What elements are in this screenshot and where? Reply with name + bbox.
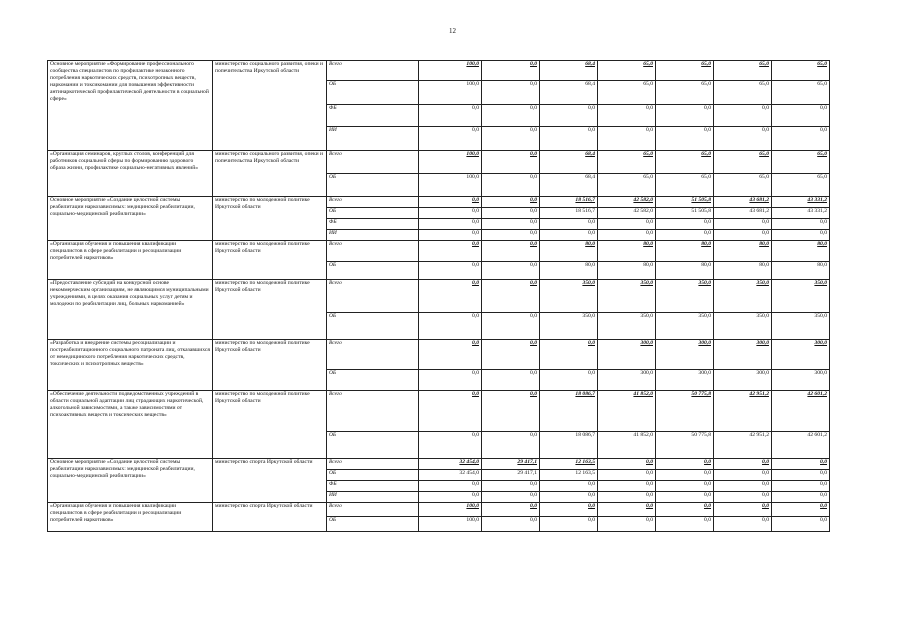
amount-cell: 350,0 [714,280,772,313]
amount-cell: 350,0 [772,313,830,340]
amount-cell: 0,0 [540,340,598,370]
amount-cell: 68,4 [540,174,598,197]
amount-cell: 32 454,0 [419,459,482,470]
funding-source: ОБ [327,470,419,481]
amount-cell: 0,0 [656,481,714,492]
funding-source: Всего [327,197,419,208]
amount-cell: 0,0 [419,219,482,230]
amount-cell: 0,0 [656,105,714,127]
funding-source: Всего [327,459,419,470]
amount-cell: 0,0 [656,459,714,470]
amount-cell: 65,0 [656,61,714,81]
amount-cell: 80,0 [714,241,772,262]
amount-cell: 0,0 [714,127,772,151]
amount-cell: 0,0 [540,105,598,127]
funding-source: ФБ [327,219,419,230]
amount-cell: 0,0 [598,230,656,241]
amount-cell: 0,0 [598,517,656,532]
amount-cell: 100,0 [419,81,482,105]
amount-cell: 43 331,2 [772,208,830,219]
amount-cell: 0,0 [482,151,540,174]
amount-cell: 68,4 [540,61,598,81]
responsible-org: министерство спорта Иркутской области [213,459,327,503]
amount-cell: 0,0 [482,492,540,503]
amount-cell: 80,0 [772,262,830,280]
table-row [48,280,830,313]
amount-cell: 0,0 [714,481,772,492]
funding-source: ОБ [327,432,419,459]
amount-cell: 0,0 [656,230,714,241]
activity-name: «Организация обучения и повышения квалификации специалистов в сфере реабилитации и ресоциализации потребителей наркотиков» [48,503,213,532]
table-row [48,151,830,174]
amount-cell: 0,0 [419,492,482,503]
funding-source: Всего [327,503,419,517]
amount-cell: 100,0 [419,151,482,174]
activity-name: «Разработка и внедрение системы ресоциализации и постреабилитационного социального патроната лиц, отказавшихся от немедицинского потребления наркотических средств, токсических и психотропных веществ» [48,340,213,391]
funding-source: ФБ [327,105,419,127]
amount-cell: 0,0 [482,105,540,127]
amount-cell: 0,0 [656,470,714,481]
amount-cell: 0,0 [482,81,540,105]
amount-cell: 80,0 [540,241,598,262]
amount-cell: 12 163,5 [540,459,598,470]
amount-cell: 41 852,0 [598,391,656,432]
amount-cell: 65,0 [598,151,656,174]
amount-cell: 0,0 [772,230,830,241]
amount-cell: 0,0 [419,370,482,391]
amount-cell: 300,0 [656,370,714,391]
amount-cell: 0,0 [772,105,830,127]
page-number: 12 [449,27,456,35]
amount-cell: 0,0 [540,503,598,517]
amount-cell: 41 852,0 [598,432,656,459]
table-row [48,241,830,262]
amount-cell: 0,0 [419,208,482,219]
amount-cell: 300,0 [656,340,714,370]
amount-cell: 0,0 [419,340,482,370]
amount-cell: 0,0 [482,230,540,241]
amount-cell: 65,0 [772,81,830,105]
amount-cell: 65,0 [714,61,772,81]
amount-cell: 0,0 [714,517,772,532]
amount-cell: 42 601,2 [772,391,830,432]
amount-cell: 80,0 [714,262,772,280]
amount-cell: 0,0 [714,459,772,470]
amount-cell: 65,0 [598,61,656,81]
amount-cell: 0,0 [714,219,772,230]
amount-cell: 65,0 [714,81,772,105]
amount-cell: 350,0 [714,313,772,340]
responsible-org: министерство социального развития, опеки и попечительства Иркутской области [213,61,327,151]
amount-cell: 0,0 [482,208,540,219]
funding-source: Всего [327,61,419,81]
amount-cell: 0,0 [598,219,656,230]
amount-cell: 0,0 [419,241,482,262]
amount-cell: 68,4 [540,151,598,174]
amount-cell: 18 516,7 [540,208,598,219]
responsible-org: министерство спорта Иркутской области [213,503,327,532]
amount-cell: 0,0 [714,230,772,241]
amount-cell: 300,0 [772,340,830,370]
table-row [48,197,830,208]
amount-cell: 65,0 [714,174,772,197]
amount-cell: 300,0 [598,370,656,391]
amount-cell: 80,0 [540,262,598,280]
amount-cell: 0,0 [714,492,772,503]
amount-cell: 350,0 [772,280,830,313]
amount-cell: 0,0 [656,503,714,517]
amount-cell: 18 086,7 [540,391,598,432]
activity-name: «Предоставление субсидий на конкурсной основе некоммерческим организациям, не являющимся муниципальными учреждениями, в целях оказания социальных услуг детям и молодежи по реабилитации лиц, больных наркоманией» [48,280,213,340]
amount-cell: 0,0 [419,280,482,313]
amount-cell: 50 775,8 [656,432,714,459]
amount-cell: 100,0 [419,174,482,197]
amount-cell: 0,0 [482,241,540,262]
amount-cell: 80,0 [656,262,714,280]
amount-cell: 0,0 [540,517,598,532]
amount-cell: 32 454,0 [419,470,482,481]
amount-cell: 0,0 [482,432,540,459]
funding-source: ОБ [327,262,419,280]
amount-cell: 0,0 [419,481,482,492]
amount-cell: 42 601,2 [772,432,830,459]
amount-cell: 80,0 [598,262,656,280]
amount-cell: 100,0 [419,517,482,532]
amount-cell: 300,0 [714,340,772,370]
amount-cell: 0,0 [540,481,598,492]
amount-cell: 18 086,7 [540,432,598,459]
funding-source: ИИ [327,492,419,503]
amount-cell: 0,0 [772,470,830,481]
amount-cell: 65,0 [656,174,714,197]
activity-name: «Обеспечение деятельности подведомственных учреждений в области социальной адаптации лиц страдающих наркотической, алкогольной зависимостями, а также зависимостями от психоактивных веществ и токсических веществ» [48,391,213,459]
table-row [48,459,830,470]
funding-source: Всего [327,340,419,370]
amount-cell: 42 582,0 [598,208,656,219]
responsible-org: министерство по молодежной политике Иркутской области [213,241,327,280]
amount-cell: 0,0 [419,127,482,151]
amount-cell: 43 681,2 [714,197,772,208]
amount-cell: 0,0 [656,492,714,503]
responsible-org: министерство по молодежной политике Иркутской области [213,391,327,459]
amount-cell: 0,0 [482,340,540,370]
amount-cell: 42 951,2 [714,432,772,459]
amount-cell: 0,0 [540,492,598,503]
table-row [48,61,830,81]
amount-cell: 65,0 [772,151,830,174]
amount-cell: 0,0 [419,197,482,208]
amount-cell: 0,0 [419,391,482,432]
amount-cell: 65,0 [598,81,656,105]
amount-cell: 0,0 [482,280,540,313]
amount-cell: 29 417,1 [482,470,540,481]
table-row [48,340,830,370]
amount-cell: 0,0 [598,105,656,127]
amount-cell: 0,0 [598,470,656,481]
amount-cell: 65,0 [656,81,714,105]
amount-cell: 0,0 [419,313,482,340]
amount-cell: 0,0 [419,432,482,459]
amount-cell: 42 951,2 [714,391,772,432]
amount-cell: 0,0 [656,127,714,151]
activity-name: «Организация обучения и повышения квалификации специалистов в сфере реабилитации и ресоциализации потребителей наркотиков» [48,241,213,280]
amount-cell: 12 163,5 [540,470,598,481]
funding-source: ОБ [327,370,419,391]
amount-cell: 0,0 [772,503,830,517]
amount-cell: 65,0 [714,151,772,174]
amount-cell: 0,0 [772,492,830,503]
amount-cell: 0,0 [419,105,482,127]
amount-cell: 0,0 [482,370,540,391]
amount-cell: 0,0 [714,503,772,517]
funding-source: ОБ [327,174,419,197]
amount-cell: 0,0 [482,481,540,492]
amount-cell: 0,0 [598,503,656,517]
amount-cell: 65,0 [772,61,830,81]
amount-cell: 0,0 [714,470,772,481]
amount-cell: 0,0 [482,262,540,280]
responsible-org: министерство по молодежной политике Иркутской области [213,340,327,391]
amount-cell: 0,0 [598,459,656,470]
amount-cell: 0,0 [540,127,598,151]
responsible-org: министерство по молодежной политике Иркутской области [213,197,327,241]
funding-source: ОБ [327,313,419,340]
amount-cell: 0,0 [598,481,656,492]
amount-cell: 50 775,8 [656,391,714,432]
amount-cell: 0,0 [482,391,540,432]
responsible-org: министерство по молодежной политике Иркутской области [213,280,327,340]
funding-source: ФБ [327,481,419,492]
amount-cell: 300,0 [598,340,656,370]
funding-source: ОБ [327,81,419,105]
amount-cell: 65,0 [598,174,656,197]
activity-name: Основное мероприятие «Создание целостной системы реабилитации наркозависимых: медицинской реабилитации, социально-медицинской реабилитации» [48,197,213,241]
funding-source: Всего [327,391,419,432]
funding-source: Всего [327,151,419,174]
amount-cell: 65,0 [656,151,714,174]
amount-cell: 100,0 [419,61,482,81]
amount-cell: 100,0 [419,503,482,517]
amount-cell: 350,0 [540,313,598,340]
amount-cell: 350,0 [656,280,714,313]
amount-cell: 51 505,8 [656,197,714,208]
funding-source: ОБ [327,208,419,219]
amount-cell: 43 681,2 [714,208,772,219]
amount-cell: 0,0 [482,197,540,208]
amount-cell: 0,0 [482,219,540,230]
funding-source: Всего [327,241,419,262]
amount-cell: 29 417,1 [482,459,540,470]
amount-cell: 350,0 [598,313,656,340]
activity-name: «Организация семинаров, круглых столов, конференций для работников социальной сферы по формированию здорового образа жизни, профилактике социально-негативных явлений» [48,151,213,197]
budget-table [47,60,830,532]
amount-cell: 300,0 [772,370,830,391]
table-row [48,503,830,517]
amount-cell: 300,0 [714,370,772,391]
amount-cell: 42 582,0 [598,197,656,208]
amount-cell: 350,0 [598,280,656,313]
responsible-org: министерство социального развития, опеки и попечительства Иркутской области [213,151,327,197]
amount-cell: 0,0 [482,503,540,517]
activity-name: Основное мероприятие «Создание целостной системы реабилитации наркозависимых: медицинской реабилитации, социально-медицинской реабилитации» [48,459,213,503]
amount-cell: 0,0 [656,219,714,230]
amount-cell: 80,0 [772,241,830,262]
amount-cell: 0,0 [482,61,540,81]
amount-cell: 0,0 [540,230,598,241]
amount-cell: 80,0 [598,241,656,262]
amount-cell: 80,0 [656,241,714,262]
amount-cell: 0,0 [540,370,598,391]
amount-cell: 0,0 [598,127,656,151]
table-row [48,391,830,432]
amount-cell: 0,0 [482,174,540,197]
amount-cell: 0,0 [714,105,772,127]
activity-name: Основное мероприятие «Формирование профессионального сообщества специалистов по профилактике незаконного потребления наркотических средств, психотропных веществ, наркомании и токсикомании для повышения эффективности антинаркотической профилактической деятельности в социальной сфере» [48,61,213,151]
amount-cell: 0,0 [656,517,714,532]
amount-cell: 0,0 [419,230,482,241]
funding-source: Всего [327,280,419,313]
amount-cell: 0,0 [482,517,540,532]
amount-cell: 51 505,8 [656,208,714,219]
amount-cell: 0,0 [772,127,830,151]
funding-source: ИИ [327,127,419,151]
amount-cell: 43 331,2 [772,197,830,208]
amount-cell: 68,4 [540,81,598,105]
amount-cell: 18 516,7 [540,197,598,208]
amount-cell: 0,0 [772,517,830,532]
funding-source: ОБ [327,517,419,532]
amount-cell: 0,0 [772,219,830,230]
amount-cell: 0,0 [419,262,482,280]
amount-cell: 350,0 [656,313,714,340]
amount-cell: 0,0 [772,481,830,492]
amount-cell: 0,0 [482,313,540,340]
amount-cell: 0,0 [482,127,540,151]
amount-cell: 0,0 [772,459,830,470]
amount-cell: 65,0 [772,174,830,197]
funding-source: ИИ [327,230,419,241]
amount-cell: 350,0 [540,280,598,313]
amount-cell: 0,0 [598,492,656,503]
amount-cell: 0,0 [540,219,598,230]
